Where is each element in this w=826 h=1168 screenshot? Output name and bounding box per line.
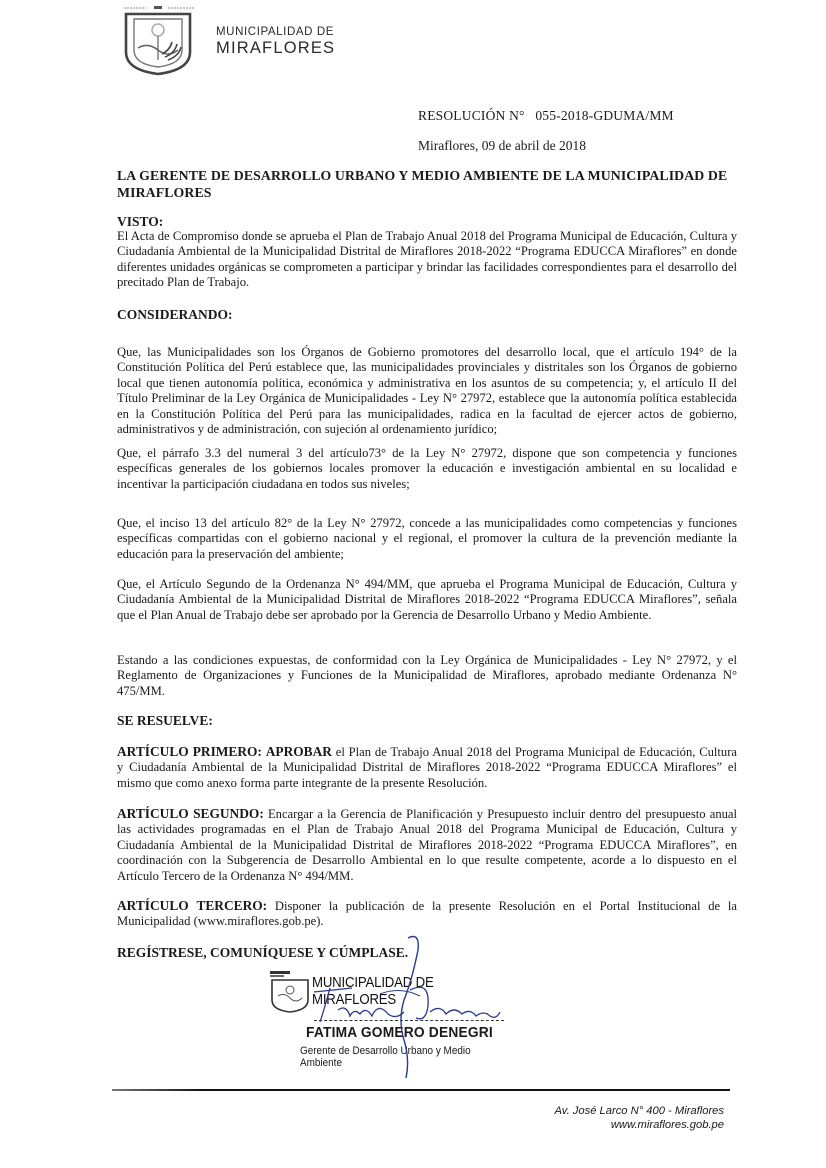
- document-title: LA GERENTE DE DESARROLLO URBANO Y MEDIO AMBIENTE DE LA MUNICIPALIDAD DE MIRAFLORES: [117, 168, 728, 200]
- stamp-organization: MUNICIPALIDAD DE MIRAFLORES: [312, 974, 434, 1008]
- considerando-heading: CONSIDERANDO:: [117, 307, 233, 322]
- footer-address-block: [555, 1104, 724, 1132]
- resuelve-heading: SE RESUELVE:: [117, 713, 213, 728]
- visto-heading: VISTO:: [117, 214, 164, 229]
- signatory-role: Gerente de Desarrollo Urbano y Medio Ambiente: [300, 1045, 471, 1069]
- footer-website[interactable]: www.miraflores.gob.pe: [610, 1119, 724, 1131]
- considerando-paragraph: Que, el párrafo 3.3 del numeral 3 del artículo73° de la Ley N° 27972, dispone que son competencia y funciones específicas generales de los gobiernos locales promover la educación e investigación ambiental en su localidad e incentivar la participación ciudadana en todos sus niveles;: [117, 446, 737, 491]
- miraflores-crest-icon: [118, 4, 198, 76]
- handwritten-signature-icon: [280, 930, 510, 1080]
- brand-line2: MIRAFLORES: [216, 39, 336, 57]
- article-emphasis: APROBAR: [265, 744, 332, 759]
- brand-name: [216, 26, 335, 58]
- signatory-name: FATIMA GOMERO DENEGRI: [306, 1025, 493, 1041]
- visto-text: El Acta de Compromiso donde se aprueba el Plan de Trabajo Anual 2018 del Programa Municipal de Educación, Cultura y Ciudadanía Ambiental de la Municipalidad Distrital de Miraflores 2018-2022 “Programa EDUCCA Miraflores” en donde diferentes unidades orgánicas se comprometen a participar y brindar las facilidades correspondientes para el desarrollo del precitado Plan de Trabajo.: [117, 229, 737, 290]
- footer-address: Av. José Larco N° 400 - Miraflores: [554, 1105, 724, 1117]
- considerando-paragraph: Estando a las condiciones expuestas, de conformidad con la Ley Orgánica de Municipalidades - Ley N° 27972, y el Reglamento de Organizaciones y Funciones de la Municipalidad de Miraflores, aprobado mediante Ordenanza N° 475/MM.: [117, 653, 737, 698]
- resolution-number: RESOLUCIÓN N° 055-2018-GDUMA/MM: [418, 108, 674, 123]
- place-date: Miraflores, 09 de abril de 2018: [418, 138, 586, 153]
- brand-line1: MUNICIPALIDAD DE: [216, 26, 335, 38]
- article-text: el Plan de Trabajo Anual 2018 del Programa Municipal de Educación, Cultura y Ciudadanía Ambiental de la Municipalidad Distrital de Miraflores 2018-2022 “Programa EDUCCA Miraflores” el mismo que como anexo forma parte integrante de la presente Resolución.: [117, 745, 737, 790]
- considerando-paragraph: Que, el Artículo Segundo de la Ordenanza N° 494/MM, que aprueba el Programa Municipal de Educación, Cultura y Ciudadanía Ambiental de la Municipalidad Distrital de Miraflores 2018-2022 “Programa EDUCCA Miraflores”, señala que el Plan Anual de Trabajo debe ser aprobado por la Gerencia de Desarrollo Urbano y Medio Ambiente.: [117, 577, 737, 622]
- article-segundo: [117, 806, 737, 884]
- article-text: Disponer la publicación de la presente Resolución en el Portal Institucional de la Municipalidad (www.miraflores.gob.pe).: [117, 899, 737, 929]
- article-label: ARTÍCULO SEGUNDO:: [117, 806, 264, 821]
- considerando-paragraph: Que, las Municipalidades son los Órganos de Gobierno promotores del desarrollo local, que el artículo 194° de la Constitución Política del Perú establece que, las municipalidades provinciales y distritales son los Órganos de gobierno local que tienen autonomía política, económica y administrativa en los asuntos de su competencia; y, el artículo II del Título Preliminar de la Ley Orgánica de Municipalidades - Ley N° 27972, establece que la autonomía política establecida en la Constitución Política del Perú para las municipalidades, radica en la facultad de ejercer actos de gobierno, administrativos y de administración, con sujeción al ordenamiento jurídico;: [117, 345, 737, 437]
- article-label: ARTÍCULO TERCERO:: [117, 898, 268, 913]
- article-primero: [117, 744, 737, 791]
- article-label: ARTÍCULO PRIMERO:: [117, 744, 262, 759]
- considerando-paragraph: Que, el inciso 13 del artículo 82° de la Ley N° 27972, concede a las municipalidades como competencias y funciones específicas compartidas con el gobierno nacional y el regional, el promover la cultura de la prevención mediante la educación para la preservación del ambiente;: [117, 516, 737, 561]
- article-tercero: [117, 898, 737, 930]
- closing-formula: REGÍSTRESE, COMUNÍQUESE Y CÚMPLASE.: [117, 945, 409, 960]
- footer-divider: [112, 1089, 730, 1091]
- article-text: Encargar a la Gerencia de Planificación y Presupuesto incluir dentro del presupuesto anual las actividades programadas en el Plan de Trabajo Anual 2018 del Programa Municipal de Educación, Cultura y Ciudadanía Ambiental de la Municipalidad Distrital de Miraflores 2018-2022 “Programa EDUCCA Miraflores”, en coordinación con la Subgerencia de Desarrollo Ambiental en lo que resulte competente, acorde a lo dispuesto en el Artículo Tercero de la Ordenanza N° 494/MM.: [117, 807, 737, 883]
